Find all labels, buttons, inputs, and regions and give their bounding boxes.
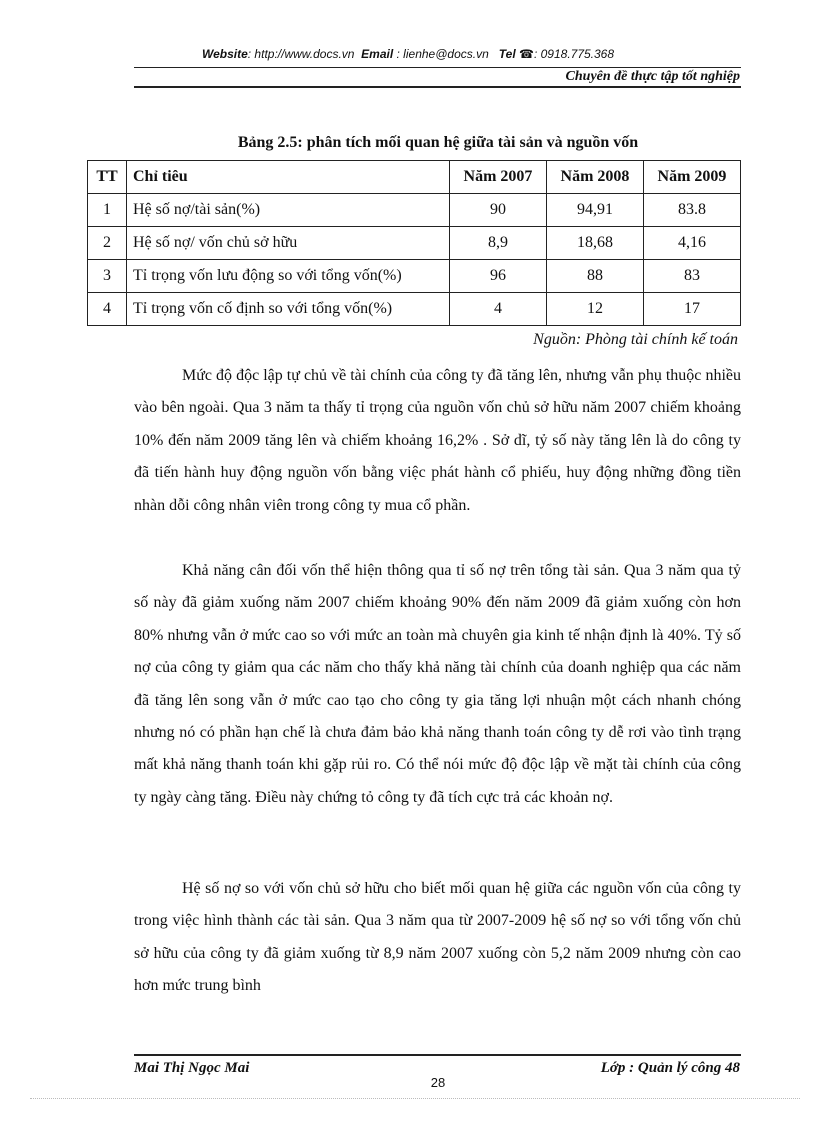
table-cell: 2 bbox=[88, 227, 127, 260]
footer-rule bbox=[134, 1054, 741, 1056]
header-contact bbox=[0, 47, 816, 61]
table-cell: 83.8 bbox=[644, 194, 741, 227]
table-row bbox=[88, 227, 741, 260]
header-rule-thick bbox=[134, 86, 741, 88]
table-cell: 18,68 bbox=[547, 227, 644, 260]
footer-author: Mai Thị Ngọc Mai bbox=[134, 1060, 250, 1076]
table-cell: 90 bbox=[450, 194, 547, 227]
table-header-cell: TT bbox=[88, 161, 127, 194]
email-label: Email bbox=[361, 47, 394, 61]
table-cell: 96 bbox=[450, 260, 547, 293]
table-source: Nguồn: Phòng tài chính kế toán bbox=[533, 331, 738, 348]
table-cell: 4,16 bbox=[644, 227, 741, 260]
header-topic: Chuyên đề thực tập tốt nghiệp bbox=[565, 69, 740, 84]
tel-value: : 0918.775.368 bbox=[533, 47, 615, 61]
website-value: : http://www.docs.vn bbox=[247, 47, 355, 61]
table-title: Bảng 2.5: phân tích mối quan hệ giữa tài sản và nguồn vốn bbox=[237, 134, 639, 151]
table-header-cell: Năm 2007 bbox=[450, 161, 547, 194]
page-edge-rule bbox=[30, 1098, 800, 1099]
page-number: 28 bbox=[430, 1075, 446, 1090]
body-paragraph: Hệ số nợ so với vốn chủ sở hữu cho biết mối quan hệ giữa các nguồn vốn của công ty trong việc hình thành các tài sản. Qua 3 năm qua từ 2007-2009 hệ số nợ so với tổng vốn chủ sở hữu của công ty đã giảm xuống từ 8,9 năm 2007 xuống còn 5,2 năm 2009 nhưng còn cao hơn mức trung bình bbox=[134, 880, 741, 995]
tel-label: Tel ☎ bbox=[498, 47, 534, 61]
table-header-cell: Năm 2009 bbox=[644, 161, 741, 194]
table-cell: 94,91 bbox=[547, 194, 644, 227]
table-cell: 17 bbox=[644, 293, 741, 326]
table-row bbox=[88, 260, 741, 293]
table-cell: 12 bbox=[547, 293, 644, 326]
table-cell: 4 bbox=[88, 293, 127, 326]
table-cell: 1 bbox=[88, 194, 127, 227]
table-cell: Tỉ trọng vốn lưu động so với tổng vốn(%) bbox=[127, 260, 450, 293]
table-cell: Tỉ trọng vốn cố định so với tổng vốn(%) bbox=[127, 293, 450, 326]
table-cell: 83 bbox=[644, 260, 741, 293]
table-row bbox=[88, 194, 741, 227]
header-rule bbox=[134, 67, 741, 68]
table-cell: 88 bbox=[547, 260, 644, 293]
data-table bbox=[87, 160, 741, 326]
website-label: Website bbox=[201, 47, 248, 61]
table-header-row bbox=[88, 161, 741, 194]
table-header-cell: Chỉ tiêu bbox=[127, 161, 450, 194]
footer-class: Lớp : Quản lý công 48 bbox=[600, 1060, 740, 1076]
email-value: : lienhe@docs.vn bbox=[396, 47, 489, 61]
table-cell: 3 bbox=[88, 260, 127, 293]
body-paragraph: Mức độ độc lập tự chủ về tài chính của công ty đã tăng lên, nhưng vẫn phụ thuộc nhiều vào bên ngoài. Qua 3 năm ta thấy tỉ trọng của nguồn vốn chủ sở hữu năm 2007 chiếm khoảng 10% đến năm 2009 tăng lên và chiếm khoảng 16,2% . Sở dĩ, tỷ số này tăng lên là do công ty đã tiến hành huy động nguồn vốn bằng việc phát hành cổ phiếu, huy động những đồng tiền nhàn dỗi công nhân viên trong công ty mua cổ phần. bbox=[134, 367, 741, 514]
table-cell: 4 bbox=[450, 293, 547, 326]
table-row bbox=[88, 293, 741, 326]
table-cell: 8,9 bbox=[450, 227, 547, 260]
table-cell: Hệ số nợ/tài sản(%) bbox=[127, 194, 450, 227]
table-cell: Hệ số nợ/ vốn chủ sở hữu bbox=[127, 227, 450, 260]
body-paragraph: Khả năng cân đối vốn thể hiện thông qua tỉ số nợ trên tổng tài sản. Qua 3 năm qua tỷ số này đã giảm xuống năm 2007 chiếm khoảng 90% đến năm 2009 đã giảm xuống còn hơn 80% nhưng vẫn ở mức cao so với mức an toàn mà chuyên gia kinh tế nhận định là 40%. Tỷ số nợ của công ty giảm qua các năm cho thấy khả năng tài chính của doanh nghiệp qua các năm đã tăng lên song vẫn ở mức cao tạo cho công ty gia tăng lợi nhuận một cách nhanh chóng nhưng nó có phần hạn chế là chưa đảm bảo khả năng thanh toán công ty dễ rơi vào tình trạng mất khả năng thanh toán khi gặp rủi ro. Có thể nói mức độ độc lập về mặt tài chính của công ty ngày càng tăng. Điều này chứng tỏ công ty đã tích cực trả các khoản nợ. bbox=[134, 562, 741, 806]
table-header-cell: Năm 2008 bbox=[547, 161, 644, 194]
